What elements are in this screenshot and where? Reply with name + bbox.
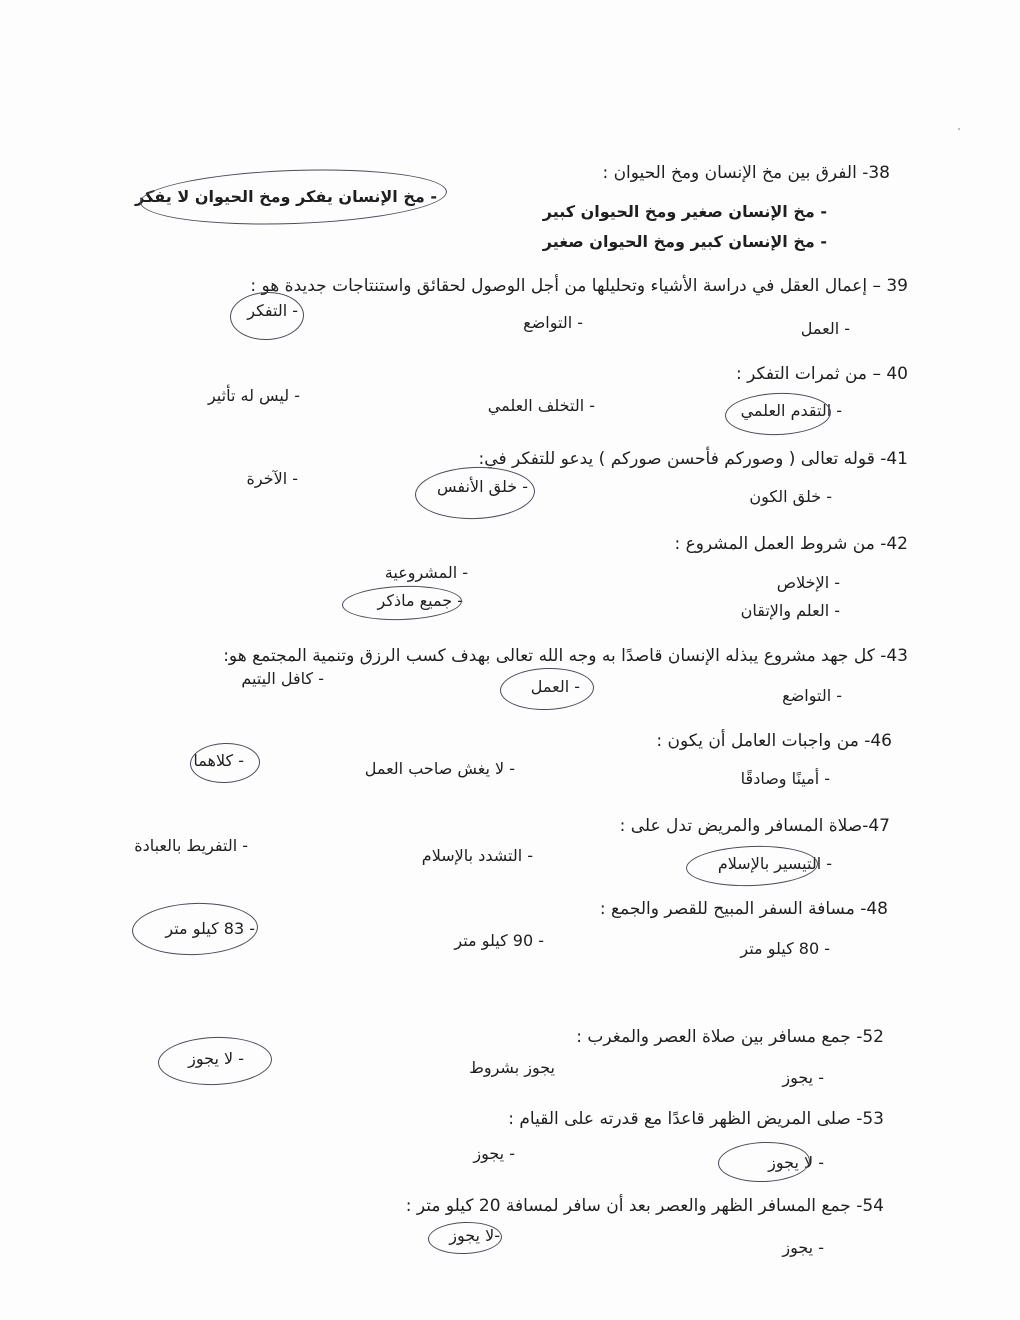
q42-option-1: - الإخلاص (776, 573, 840, 592)
q53-stem: 53- صلى المريض الظهر قاعدًا مع قدرته على القيام : (508, 1109, 884, 1129)
q39-stem: 39 – إعمال العقل في دراسة الأشياء وتحليلها من أجل الوصول لحقائق واستنتاجات جديدة هو : (250, 276, 908, 296)
q48-option-2: - 90 كيلو متر (454, 931, 544, 950)
answer-circle (427, 1221, 502, 1256)
answer-circle (499, 666, 594, 711)
answer-circle (189, 742, 260, 784)
q47-option-3: - التفريط بالعبادة (134, 836, 248, 855)
q39-option-1: - العمل (800, 319, 850, 338)
answer-circle (724, 391, 831, 437)
q43-option-1: - التواضع (782, 686, 842, 705)
q41-option-1: - خلق الكون (749, 487, 832, 506)
q40-option-1: - التقدم العلمي (740, 401, 842, 420)
q46-stem: 46- من واجبات العامل أن يكون : (656, 731, 892, 751)
q42-option-2: - العلم والإتقان (740, 601, 840, 620)
q38-stem: 38- الفرق بين مخ الإنسان ومخ الحيوان : (602, 163, 890, 183)
q46-option-1: - أمينًا وصادقًا (740, 769, 830, 788)
q39-option-3: - التفكر (247, 301, 298, 320)
q39-option-2: - التواضع (523, 313, 583, 332)
q52-option-2: يجوز بشروط (469, 1058, 555, 1077)
q42-stem: 42- من شروط العمل المشروع : (674, 534, 908, 554)
q43-stem: 43- كل جهد مشروع يبذله الإنسان قاصدًا به وجه الله تعالى بهدف كسب الرزق وتنمية المجتمع هو: (223, 646, 908, 666)
answer-circle (341, 584, 462, 622)
q41-stem: 41- قوله تعالى ( وصوركم فأحسن صوركم ) يدعو للتفكر في: (478, 449, 908, 469)
q41-option-2: - خلق الأنفس (437, 477, 528, 496)
q47-stem: 47-صلاة المسافر والمريض تدل على : (619, 816, 890, 836)
answer-circle (685, 844, 818, 889)
q52-stem: 52- جمع مسافر بين صلاة العصر والمغرب : (576, 1027, 884, 1047)
q40-option-3: - ليس له تأثير (207, 386, 300, 405)
answer-circle (414, 465, 536, 521)
answer-circle (157, 1035, 273, 1087)
q38-option-1: - مخ الإنسان صغير ومخ الحيوان كبير (542, 202, 827, 221)
answer-circle (229, 291, 305, 342)
q47-option-1: - التيسير بالإسلام (717, 854, 832, 873)
q47-option-2: - التشدد بالإسلام (421, 846, 533, 865)
answer-circle (131, 901, 259, 957)
q38-option-3: - مخ الإنسان يفكر ومخ الحيوان لا يفكر (134, 187, 437, 206)
answer-circle (139, 165, 448, 230)
q54-stem: 54- جمع المسافر الظهر والعصر بعد أن سافر لمسافة 20 كيلو متر : (405, 1196, 884, 1216)
q53-option-2: - يجوز (473, 1144, 515, 1163)
q46-option-3: - كلاهما (193, 751, 244, 770)
q41-option-3: - الآخرة (246, 469, 298, 488)
q48-stem: 48- مسافة السفر المبيح للقصر والجمع : (599, 899, 888, 919)
q52-option-3: - لا يجوز (188, 1049, 244, 1068)
q40-stem: 40 – من ثمرات التفكر : (735, 364, 908, 384)
q48-option-3: - 83 كيلو متر (165, 919, 255, 938)
q40-option-2: - التخلف العلمي (487, 396, 595, 415)
q43-option-3: - كافل اليتيم (241, 669, 324, 688)
q46-option-2: - لا يغش صاحب العمل (364, 759, 515, 778)
scan-speck (958, 128, 960, 130)
q48-option-1: - 80 كيلو متر (740, 939, 830, 958)
answer-circle (717, 1140, 810, 1183)
q42-option-4: - جميع ماذكر (377, 591, 463, 610)
q38-option-2: - مخ الإنسان كبير ومخ الحيوان صغير (542, 232, 827, 251)
q43-option-2: - العمل (530, 677, 580, 696)
q53-option-1: - لا يجوز (768, 1153, 824, 1172)
q52-option-1: - يجوز (782, 1068, 824, 1087)
q54-option-1: - يجوز (782, 1238, 824, 1257)
q54-option-2: -لا يجوز (449, 1226, 500, 1245)
q42-option-3: - المشروعية (384, 563, 468, 582)
